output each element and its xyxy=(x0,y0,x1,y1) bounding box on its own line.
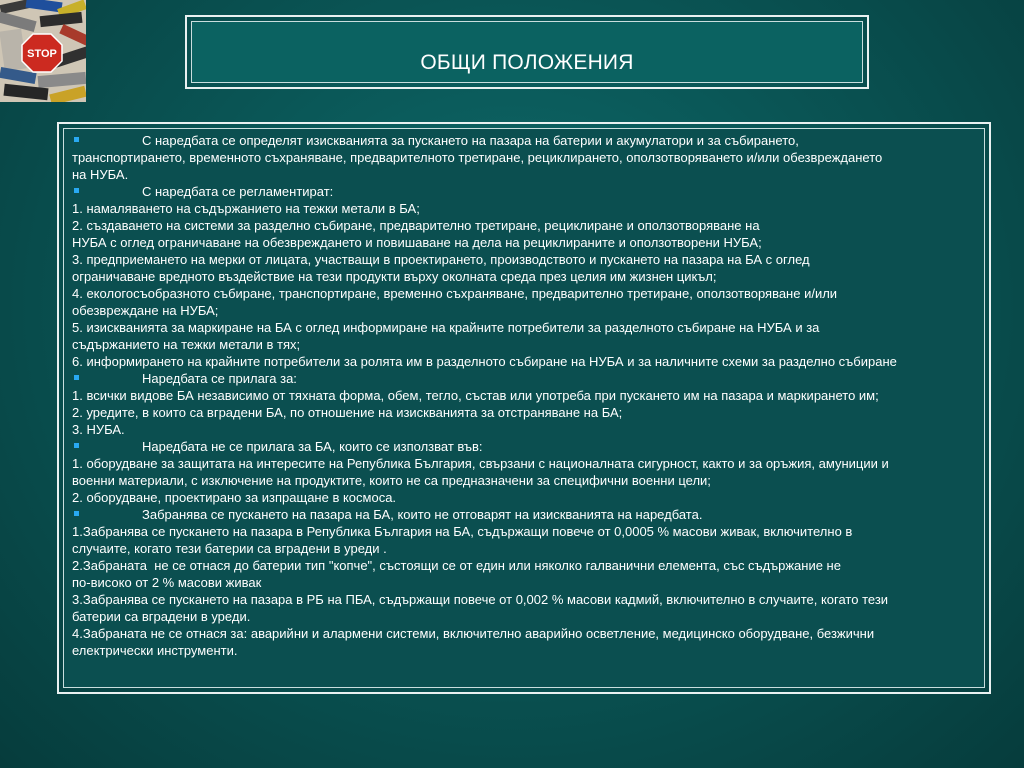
text-line: случаите, когато тези батерии са вградени в уреди . xyxy=(72,541,387,556)
square-bullet-icon xyxy=(74,137,79,142)
square-bullet-icon xyxy=(74,511,79,516)
bullet-text: Наредбата се прилага за: xyxy=(142,371,297,386)
text-line: по-високо от 2 % масови живак xyxy=(72,575,262,590)
text-line: НУБА с оглед ограничаване на обезвреждането и повишаване на дела на рециклираните и оползотворени НУБА; xyxy=(72,235,762,250)
text-line: 3. предприемането на мерки от лицата, участващи в проектирането, производството и пускането на пазара на БА с оглед xyxy=(72,252,810,267)
text-line: 3. НУБА. xyxy=(72,422,125,437)
text-line: 2. създаването на системи за разделно събиране, предварително третиране, рециклиране и оползотворяване на xyxy=(72,218,760,233)
text-line: 4. екологосъобразното събиране, транспортиране, временно съхраняване, предварително третиране, оползотворяване и/или xyxy=(72,286,838,301)
bullet-continuation-line: транспортирането, временното съхраняване, предварителното третиране, рециклирането, оползотворяването и/или обезвреждането xyxy=(72,150,883,165)
text-line: 1. оборудване за защитата на интересите на Република България, свързани с националната сигурност, както и за оръжия, амуниции и xyxy=(72,456,889,471)
text-line: 2.Забраната не се отнася до батерии тип "копче", състоящи се от един или няколко галванични елемента, със съдържание не xyxy=(72,558,841,573)
bullet-text: Забранява се пускането на пазара на БА, които не отговарят на изискванията на наредбата. xyxy=(142,507,703,522)
text-line: 2. оборудване, проектирано за изпращане в космоса. xyxy=(72,490,397,505)
bullet-item xyxy=(72,506,978,523)
bullet-text: С наредбата се определят изискванията за пускането на пазара на батерии и акумулатори и за събирането, xyxy=(142,133,799,148)
text-line: 1.Забранява се пускането на пазара в Република България на БА, съдържащи повече от 0,0005 % масови живак, включително в xyxy=(72,524,853,539)
title-panel xyxy=(191,21,863,83)
text-line: военни материали, с изключение на продуктите, които не са предназначени за специфични военни цели; xyxy=(72,473,711,488)
text-line: 4.Забраната не се отнася за: аварийни и алармени системи, включително аварийно осветление, медицинско оборудване, безжични xyxy=(72,626,875,641)
bullet-text: С наредбата се регламентират: xyxy=(142,184,334,199)
text-line: 1. намаляването на съдържанието на тежки метали в БА; xyxy=(72,201,420,216)
text-line: съдържанието на тежки метали в тях; xyxy=(72,337,301,352)
text-line: 6. информирането на крайните потребители за ролята им в разделното събиране на НУБА и за наличните схеми за разделно събиране xyxy=(72,354,897,369)
square-bullet-icon xyxy=(74,188,79,193)
slide-title: ОБЩИ ПОЛОЖЕНИЯ xyxy=(420,51,634,74)
square-bullet-icon xyxy=(74,375,79,380)
text-line: 3.Забранява се пускането на пазара в РБ на ПБА, съдържащи повече от 0,002 % масови кадмий, включително в случаите, когато тези xyxy=(72,592,889,607)
batteries-illustration xyxy=(0,0,86,102)
text-line: обезвреждане на НУБА; xyxy=(72,303,219,318)
content-panel xyxy=(63,128,985,688)
bullet-item xyxy=(72,132,978,149)
content-frame xyxy=(57,122,991,694)
bullet-item xyxy=(72,438,978,455)
content-body xyxy=(72,132,978,659)
bullet-item xyxy=(72,183,978,200)
bullet-text: Наредбата не се прилага за БА, които се използват във: xyxy=(142,439,483,454)
batteries-photo xyxy=(0,0,86,102)
stop-sign-text: STOP xyxy=(27,48,57,60)
text-line: 2. уредите, в които са вградени БА, по отношение на изискванията за отстраняване на БА; xyxy=(72,405,623,420)
text-line: 5. изискванията за маркиране на БА с оглед информиране на крайните потребители за разделното събиране на НУБА и за xyxy=(72,320,820,335)
bullet-item xyxy=(72,370,978,387)
square-bullet-icon xyxy=(74,443,79,448)
bullet-continuation-line: на НУБА. xyxy=(72,167,129,182)
title-frame xyxy=(185,15,869,89)
text-line: 1. всички видове БА независимо от тяхната форма, обем, тегло, състав или употреба при пускането им на пазара и маркирането им; xyxy=(72,388,879,403)
text-line: батерии са вградени в уреди. xyxy=(72,609,251,624)
text-line: електрически инструменти. xyxy=(72,643,238,658)
text-line: ограничаване вредното въздействие на тези продукти върху околната среда през целия им жизнен цикъл; xyxy=(72,269,717,284)
